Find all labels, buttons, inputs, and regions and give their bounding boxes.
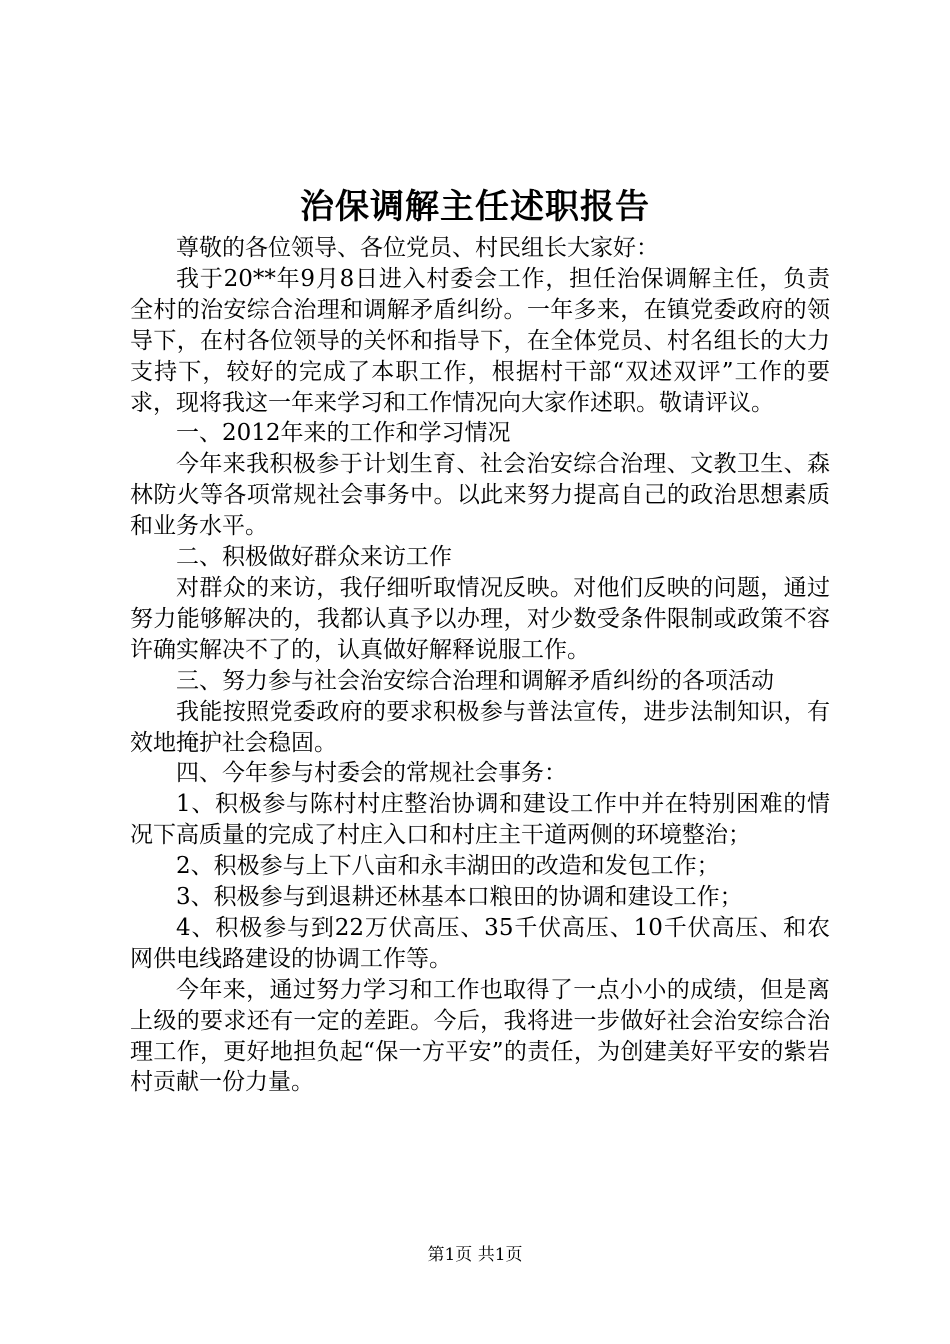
section-2-paragraph: 对群众的来访，我仔细听取情况反映。对他们反映的问题，通过努力能够解决的，我都认真予以办理，对少数受条件限制或政策不容许确实解决不了的，认真做好解释说服工作。 [130, 574, 830, 663]
list-item-1: 1、积极参与陈村村庄整治协调和建设工作中并在特别困难的情况下高质量的完成了村庄入口和村庄主干道两侧的环境整治； [130, 791, 830, 849]
section-heading-3: 三、努力参与社会治安综合治理和调解矛盾纠纷的各项活动 [176, 667, 774, 694]
section-3-paragraph: 我能按照党委政府的要求积极参与普法宣传，进步法制知识，有效地掩护社会稳固。 [130, 698, 830, 756]
section-heading-1: 一、2012年来的工作和学习情况 [176, 420, 511, 447]
salutation-paragraph: 尊敬的各位领导、各位党员、村民组长大家好： [176, 235, 659, 261]
section-heading-2: 二、积极做好群众来访工作 [176, 544, 452, 571]
intro-paragraph: 我于20**年9月8日进入村委会工作，担任治保调解主任，负责全村的治安综合治理和调解矛盾纠纷。一年多来，在镇党委政府的领导下，在村各位领导的关怀和指导下，在全体党员、村名组长的大力支持下，较好的完成了本职工作，根据村干部“双述双评”工作的要求，现将我这一年来学习和工作情况向大家作述职。敬请评议。 [130, 265, 830, 416]
section-heading-4: 四、今年参与村委会的常规社会事务： [176, 760, 567, 787]
list-item-3: 3、积极参与到退耕还林基本口粮田的协调和建设工作； [176, 884, 743, 911]
section-1-paragraph: 今年来我积极参于计划生育、社会治安综合治理、文教卫生、森林防火等各项常规社会事务中。以此来努力提高自己的政治思想素质和业务水平。 [130, 451, 830, 540]
list-item-2: 2、积极参与上下八亩和永丰湖田的改造和发包工作； [176, 853, 720, 880]
document-body [130, 233, 830, 1098]
page-number-footer: 第1页 共1页 [427, 1245, 523, 1265]
document-title: 治保调解主任述职报告 [300, 187, 650, 227]
list-item-4: 4、积极参与到22万伏高压、35千伏高压、10千伏高压、和农网供电线路建设的协调工作等。 [130, 914, 830, 972]
closing-paragraph: 今年来，通过努力学习和工作也取得了一点小小的成绩，但是离上级的要求还有一定的差距。今后，我将进一步做好社会治安综合治理工作，更好地担负起“保一方平安”的责任，为创建美好平安的紫岩村贡献一份力量。 [130, 976, 830, 1096]
